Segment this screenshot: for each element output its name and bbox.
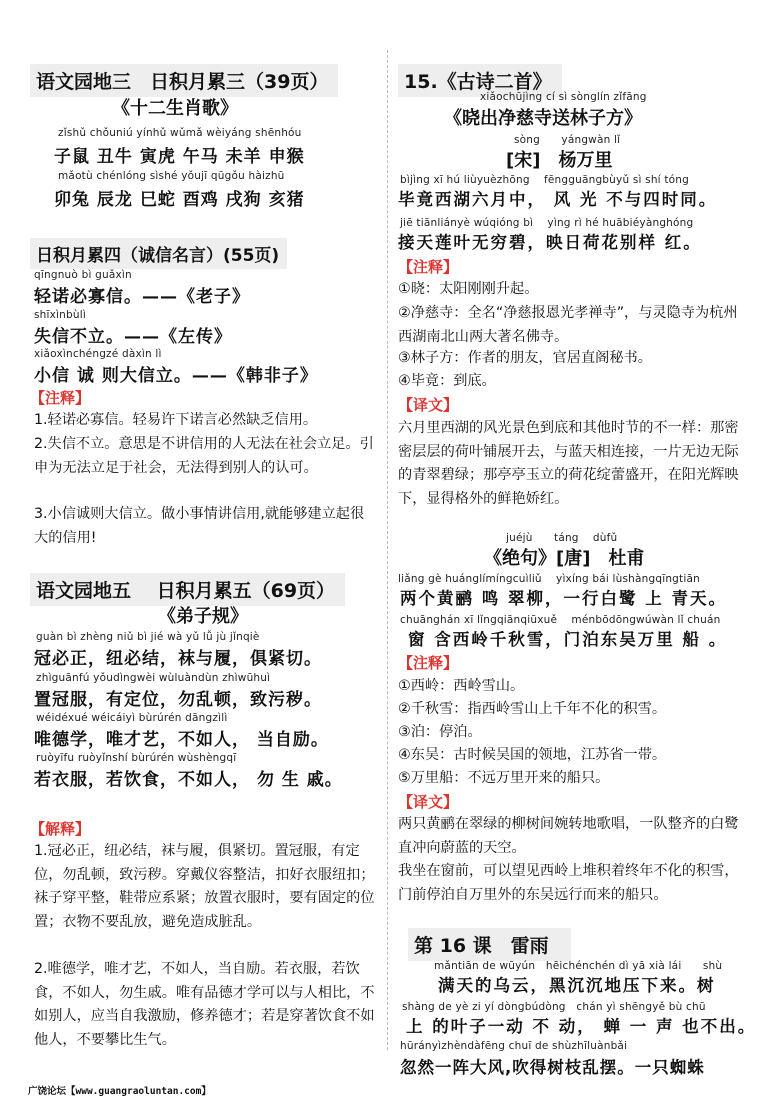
note-text: ④东吴：古时候吴国的领地，江苏省一带。 bbox=[398, 747, 667, 763]
note-text: ①西岭：西岭雪山。 bbox=[398, 678, 525, 694]
explanation-text: 2.唯德学，唯才艺，不如人，当自励。若衣服，若饮食，不如人，勿生戚。唯有品德才学可以与人相比，不如别人，应当自我激励，修养德才；若是穿著饮食不如他人，不要攀比生气。 bbox=[34, 961, 375, 1048]
text-line: 轻诺必寡信。——《老子》 bbox=[34, 287, 250, 307]
translation-label: 【译文】 bbox=[398, 396, 459, 414]
pinyin-line: qīngnuò bì guǎxìn bbox=[34, 269, 132, 281]
note-text: ③泊：停泊。 bbox=[398, 724, 482, 740]
poem-title-xiaochu: 《晓出净慈寺送林子方》 bbox=[444, 108, 642, 129]
note-label: 【注释】 bbox=[398, 258, 459, 276]
note-text: 2.失信不立。意思是不讲信用的人无法在社会立足。引申为无法立足于社会，无法得到别人的认可。 bbox=[34, 436, 374, 476]
pinyin-line: ruòyīfu ruòyǐnshí bùrúrén wùshèngqī bbox=[36, 752, 237, 764]
translation-label: 【译文】 bbox=[398, 793, 459, 811]
pinyin-line: zhìguānfú yǒudìngwèi wùluàndùn zhìwūhuì bbox=[36, 672, 271, 684]
section-header-garden-5: 语文园地五 日积月累五（69页） bbox=[30, 573, 345, 606]
note-text: ⑤万里船：不远万里开来的船只。 bbox=[398, 770, 610, 786]
translation-text: 六月里西湖的风光景色到底和其他时节的不一样：那密密层层的荷叶铺展开去，与蓝天相连接，一片无边无际的青翠碧绿；那亭亭玉立的荷花绽蕾盛开，在阳光辉映下，显得格外的鲜艳娇红。 bbox=[398, 420, 739, 507]
pinyin-line: sòng yángwàn lǐ bbox=[514, 134, 621, 146]
note-text: ②千秋雪：指西岭雪山上千年不化的积雪。 bbox=[398, 701, 667, 717]
pinyin-line: wéidéxué wéicáiyì bùrúrén dāngzìlì bbox=[36, 712, 228, 724]
pinyin-line: mǎotù chénlóng sìshé yǒujī qūgǒu hàizhū bbox=[58, 170, 285, 182]
pinyin-line: xiǎoxìnchéngzé dàxìn lì bbox=[34, 348, 162, 360]
pinyin-line: shīxìnbùlì bbox=[34, 309, 86, 321]
verse-line: 窗 含西岭千秋雪，门泊东吴万里 船 。 bbox=[408, 630, 728, 649]
note-text: ②净慈寺：全名“净慈报恩光孝禅寺”，与灵隐寺为杭州西湖南北山两大著名佛寺。 bbox=[398, 305, 738, 345]
text-line: 置冠服，有定位，勿乱顿，致污秽。 bbox=[34, 690, 322, 710]
explanation-text: 1.冠必正，纽必结，袜与履，俱紧切。置冠服，有定位，勿乱顿，致污秽。穿戴仪容整洁，扣好衣服纽扣；袜子穿平整，鞋带应系紧；放置衣服时，要有固定的位置；衣物不要乱放，避免造成脏乱。 bbox=[34, 843, 375, 930]
explanation-label: 【解释】 bbox=[30, 820, 91, 838]
verse-line: 上 的叶子一动 不 动， 蝉 一 声 也不出。 bbox=[406, 1017, 757, 1036]
poem-title-jueju: 《绝句》[唐] 杜甫 bbox=[484, 548, 645, 569]
pinyin-line: mǎntiān de wūyún hēichénchén dì yā xià lái shù bbox=[434, 960, 723, 972]
verse-line: 忽然一阵大风,吹得树枝乱摆。一只蜘蛛 bbox=[400, 1058, 705, 1077]
note-label: 【注释】 bbox=[398, 654, 459, 672]
footer-site: 广饶论坛 bbox=[28, 1086, 67, 1097]
text-line: 冠必正，纽必结，袜与履，俱紧切。 bbox=[34, 649, 322, 669]
section-header-garden-3: 语文园地三 日积月累三（39页） bbox=[30, 64, 338, 97]
section-header-integrity: 日积月累四（诚信名言）(55页) bbox=[30, 238, 287, 269]
text-line: 小信 诚 则大信立。——《韩非子》 bbox=[34, 366, 318, 386]
verse-line: 两个黄鹂 鸣 翠柳，一行白鹭 上 青天。 bbox=[400, 589, 727, 608]
lesson-header-16: 第 16 课 雷雨 bbox=[408, 928, 571, 961]
pinyin-line: hūrányìzhèndàfēng chuī de shùzhīluànbǎi bbox=[400, 1040, 628, 1052]
pinyin-line: zǐshǔ chǒuniú yínhǔ wǔmǎ wèiyáng shēnhóu bbox=[58, 127, 302, 139]
pinyin-line: chuānghán xī lǐngqiānqiūxuě ménbōdōngwúwàn lǐ chuán bbox=[400, 614, 721, 626]
pinyin-line: shàng de yè zi yí dòngbúdòng chán yì shēngyě bù chū bbox=[402, 1001, 706, 1013]
pinyin-line: juéjù táng dùfǔ bbox=[506, 532, 618, 544]
pinyin-line: bìjìng xī hú liùyuèzhōng fēngguāngbùyǔ sì shí tóng bbox=[400, 174, 689, 186]
note-label: 【注释】 bbox=[30, 389, 91, 407]
text-line: 若衣服，若饮食，不如人， 勿 生 戚。 bbox=[34, 770, 343, 790]
note-text: ③林子方：作者的朋友，官居直阁秘书。 bbox=[398, 350, 652, 366]
note-text: 1.轻诺必寡信。轻易许下诺言必然缺乏信用。 bbox=[34, 412, 318, 428]
text-line: 卯兔 辰龙 巳蛇 酉鸡 戌狗 亥猪 bbox=[54, 190, 305, 210]
pinyin-line: liǎng gè huánglímíngcuìliǔ yìxíng bái lùshàngqīngtiān bbox=[398, 573, 700, 585]
poem-title-zodiac: 《十二生肖歌》 bbox=[112, 98, 238, 119]
note-text: ④毕竟：到底。 bbox=[398, 373, 496, 389]
text-line: 子鼠 丑牛 寅虎 午马 未羊 申猴 bbox=[54, 147, 305, 167]
pinyin-line: jiē tiānliányè wúqióng bì yìng rì hé huābiéyànghóng bbox=[400, 217, 694, 229]
footer-url[interactable]: 【www.guangraoluntan.com】 bbox=[66, 1086, 211, 1097]
lesson-header-15: 15.《古诗二首》 bbox=[398, 64, 562, 97]
pinyin-line: guàn bì zhèng niǔ bì jié wà yǔ lǚ jù jǐnqiè bbox=[36, 631, 260, 643]
note-text: ①晓：太阳刚刚升起。 bbox=[398, 281, 539, 297]
verse-line: 接天莲叶无穷碧，映日荷花别样 红。 bbox=[398, 233, 702, 252]
pinyin-line: xiǎochūjìng cí sì sònglín zǐfāng bbox=[480, 91, 647, 103]
note-text: 3.小信诚则大信立。做小事情讲信用,就能够建立起很大的信用! bbox=[34, 506, 365, 546]
translation-text: 两只黄鹂在翠绿的柳树间婉转地歌唱，一队整齐的白鹭直冲向蔚蓝的天空。 bbox=[398, 816, 739, 856]
poem-title-dizigui: 《弟子规》 bbox=[158, 606, 248, 627]
text-line: 失信不立。——《左传》 bbox=[34, 327, 232, 347]
poem-author: [宋] 杨万里 bbox=[506, 150, 613, 171]
footer bbox=[28, 1083, 211, 1097]
verse-line: 满天的乌云，黑沉沉地压下来。树 bbox=[438, 976, 716, 995]
translation-text: 我坐在窗前，可以望见西岭上堆积着终年不化的积雪，门前停泊自万里外的东吴远行而来的船只。 bbox=[398, 863, 739, 903]
text-line: 唯德学，唯才艺，不如人， 当自励。 bbox=[34, 730, 329, 750]
column-divider bbox=[387, 50, 388, 1050]
verse-line: 毕竟西湖六月中， 风 光 不与四时同。 bbox=[398, 190, 718, 209]
